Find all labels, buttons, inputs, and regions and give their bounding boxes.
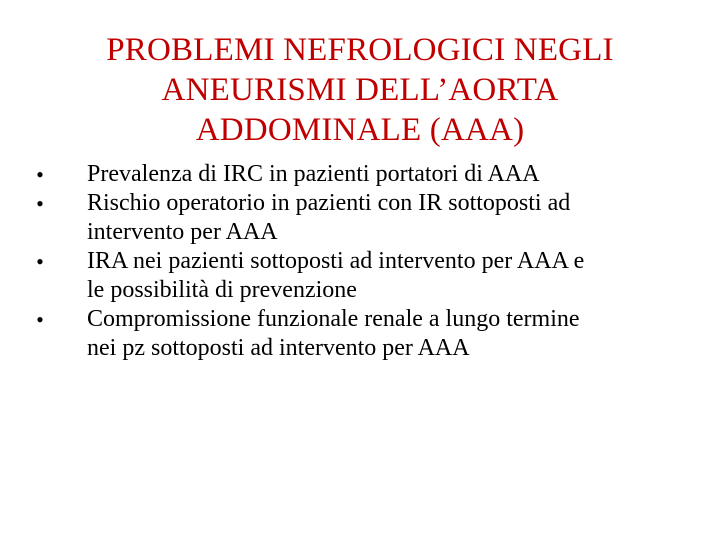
bullet-item xyxy=(24,160,694,189)
bullet-text-line: nei pz sottoposti ad intervento per AAA xyxy=(87,335,470,361)
title-line-3: ADDOMINALE (AAA) xyxy=(195,112,525,148)
bullet-text-line: Prevalenza di IRC in pazienti portatori di AAA xyxy=(87,161,540,187)
title-line-2: ANEURISMI DELL’AORTA xyxy=(161,72,559,108)
bullet-item xyxy=(24,305,694,363)
bullet-text-line: Rischio operatorio in pazienti con IR sottoposti ad xyxy=(87,190,571,216)
bullet-icon: • xyxy=(36,162,44,187)
slide-title xyxy=(40,30,680,150)
bullet-list xyxy=(24,160,694,363)
bullet-text-line: le possibilità di prevenzione xyxy=(87,277,357,303)
bullet-icon: • xyxy=(36,191,44,216)
bullet-text-line: intervento per AAA xyxy=(87,219,278,245)
bullet-item xyxy=(24,247,694,305)
bullet-text-line: Compromissione funzionale renale a lungo termine xyxy=(87,306,580,332)
bullet-icon: • xyxy=(36,307,44,332)
bullet-icon: • xyxy=(36,249,44,274)
bullet-item xyxy=(24,189,694,247)
title-line-1: PROBLEMI NEFROLOGICI NEGLI xyxy=(106,32,614,68)
bullet-text-line: IRA nei pazienti sottoposti ad intervento per AAA e xyxy=(87,248,585,274)
